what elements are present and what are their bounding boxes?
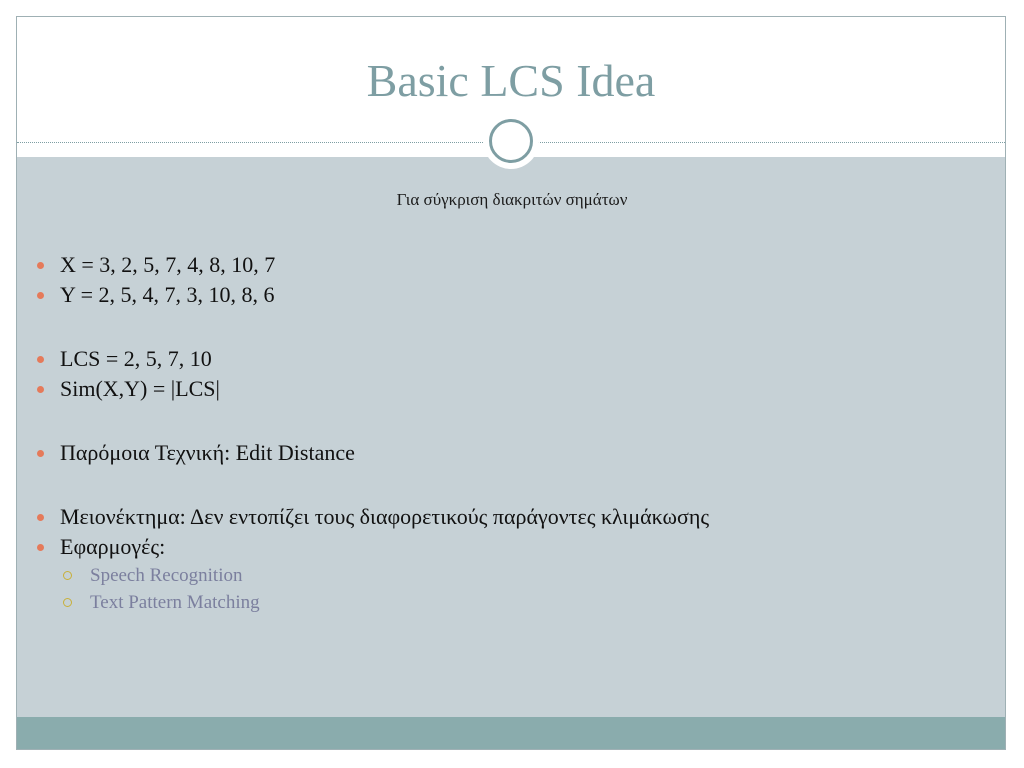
bullet-text: Y = 2, 5, 4, 7, 3, 10, 8, 6 [60, 282, 275, 307]
footer-bar [17, 717, 1005, 750]
sub-bullet-text: Speech Recognition [90, 565, 243, 586]
bullet-dot-icon [37, 544, 44, 551]
bullet-dot-icon [37, 356, 44, 363]
sub-bullet-speech-recognition [34, 562, 974, 589]
bullet-dot-icon [37, 262, 44, 269]
spacer [34, 468, 974, 502]
bullet-text: Παρόμοια Τεχνική: Edit Distance [60, 440, 355, 465]
sub-bullet-ring-icon [63, 571, 72, 580]
bullet-text: Sim(X,Y) = |LCS| [60, 376, 220, 401]
bullet-similarity [34, 374, 974, 404]
bullet-text: LCS = 2, 5, 7, 10 [60, 346, 212, 371]
sub-bullet-ring-icon [63, 598, 72, 607]
bullet-y-sequence [34, 280, 974, 310]
bullet-dot-icon [37, 292, 44, 299]
bullet-dot-icon [37, 450, 44, 457]
divider-ring [489, 119, 533, 163]
slide-title: Basic LCS Idea [366, 55, 656, 106]
bullet-dot-icon [37, 386, 44, 393]
bullet-lcs [34, 344, 974, 374]
bullet-list [34, 250, 974, 616]
bullet-x-sequence [34, 250, 974, 280]
bullet-text: Εφαρμογές: [60, 534, 166, 559]
bullet-similar-technique [34, 438, 974, 468]
spacer [34, 310, 974, 344]
bullet-applications [34, 532, 974, 562]
bullet-text: X = 3, 2, 5, 7, 4, 8, 10, 7 [60, 252, 276, 277]
sub-bullet-text-pattern-matching [34, 589, 974, 616]
spacer [34, 404, 974, 438]
sub-bullet-text: Text Pattern Matching [90, 592, 260, 613]
bullet-text: Μειονέκτημα: Δεν εντοπίζει τους διαφορετικούς παράγοντες κλιμάκωσης [60, 504, 710, 529]
slide-subtitle: Για σύγκριση διακριτών σημάτων [396, 190, 628, 209]
bullet-dot-icon [37, 514, 44, 521]
bullet-disadvantage [34, 502, 974, 532]
divider-circle-icon [483, 113, 539, 169]
